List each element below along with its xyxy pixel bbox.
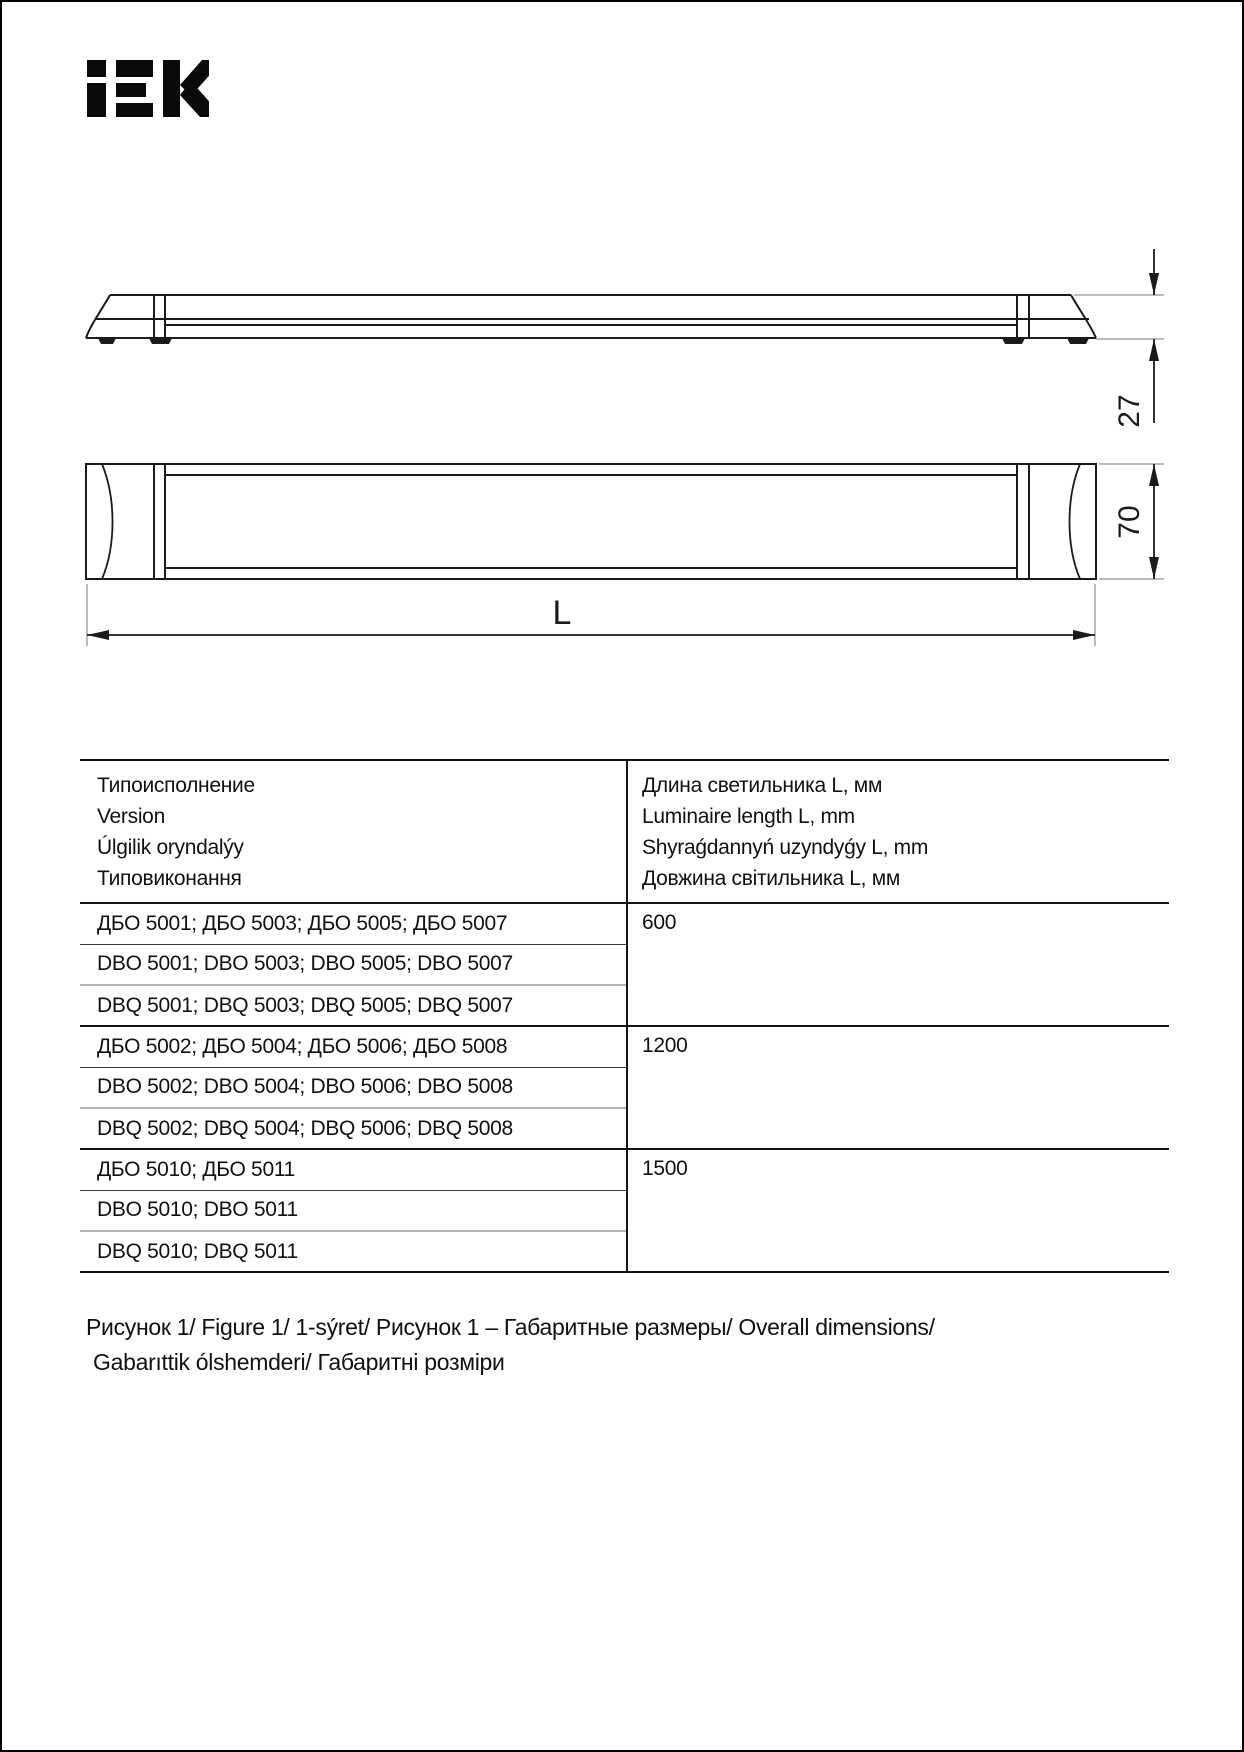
header-line: Типовиконання (97, 867, 242, 890)
front-right-endcap-band (1017, 464, 1029, 579)
side-left-endcap-curve (86, 295, 110, 338)
table-row (80, 903, 1169, 944)
side-view-drawing (86, 295, 1096, 344)
models-cell: ДБО 5001; ДБО 5003; ДБО 5005; ДБО 5007 (97, 911, 508, 935)
side-right-endcap-band (1017, 295, 1029, 338)
front-view-drawing (86, 464, 1096, 579)
header-line: Úlgilik oryndalýy (97, 836, 244, 859)
models-cell: DBO 5001; DBO 5003; DBO 5005; DBO 5007 (80, 944, 627, 985)
table-row (80, 1026, 1169, 1067)
dim-70-arrow-down (1149, 557, 1159, 579)
header-line: Luminaire length L, mm (642, 805, 855, 828)
dim-27-label: 27 (1112, 394, 1146, 428)
header-line: Длина светильника L, мм (642, 774, 883, 797)
header-line: Довжина світильника L, мм (642, 867, 901, 890)
dimension-drawing (2, 2, 1244, 682)
dim-27-extension-lines (1074, 295, 1164, 339)
models-cell: DBO 5010; DBO 5011 (80, 1190, 627, 1231)
header-cell-length (627, 760, 1169, 903)
dim-27-arrow-up (1149, 339, 1159, 361)
length-cell: 1500 (627, 1149, 1169, 1272)
table-header-row (80, 760, 1169, 903)
front-left-endcap-arc (102, 464, 113, 579)
dim-L-extension-lines (87, 584, 1095, 646)
dim-L-label: L (552, 594, 572, 632)
side-left-endcap-band (154, 295, 165, 338)
models-cell: DBQ 5002; DBQ 5004; DBQ 5006; DBQ 5008 (80, 1108, 627, 1149)
models-cell: DBQ 5001; DBQ 5003; DBQ 5005; DBQ 5007 (80, 985, 627, 1026)
front-left-endcap-band (154, 464, 165, 579)
front-right-endcap-arc (1070, 464, 1081, 579)
versions-length-table (80, 759, 1169, 1273)
header-line: Shyraǵdannyń uzyndyǵy L, mm (642, 836, 929, 859)
dim-27-arrow-down (1149, 273, 1159, 295)
models-cell: ДБО 5010; ДБО 5011 (80, 1149, 627, 1190)
length-cell: 600 (627, 903, 1169, 1026)
table-row (80, 1149, 1169, 1190)
header-line: Version (97, 805, 165, 828)
models-cell: DBO 5002; DBO 5004; DBO 5006; DBO 5008 (80, 1067, 627, 1108)
dim-L-arrow-right (1073, 630, 1095, 640)
dimension-L (87, 584, 1095, 646)
figure-caption-line2: Gabarıttik ólshemderi/ Габаритні розміри (93, 1349, 505, 1375)
figure-caption-line1: Рисунок 1/ Figure 1/ 1-sýret/ Рисунок 1 – Габаритные размеры/ Overall dimensions/ (86, 1314, 935, 1340)
dim-70-arrow-up (1149, 464, 1159, 486)
dim-L-arrow-left (87, 630, 109, 640)
front-outline (86, 464, 1096, 579)
dimension-70 (1099, 464, 1164, 579)
length-cell: 1200 (627, 1026, 1169, 1149)
side-right-endcap-curve (1071, 295, 1096, 338)
header-line: Типоисполнение (97, 774, 255, 797)
dim-70-label: 70 (1112, 505, 1146, 539)
figure-caption (86, 1310, 935, 1380)
models-cell: ДБО 5002; ДБО 5004; ДБО 5006; ДБО 5008 (80, 1026, 627, 1067)
models-cell: DBQ 5010; DBQ 5011 (80, 1231, 627, 1272)
header-cell-version (80, 760, 627, 903)
